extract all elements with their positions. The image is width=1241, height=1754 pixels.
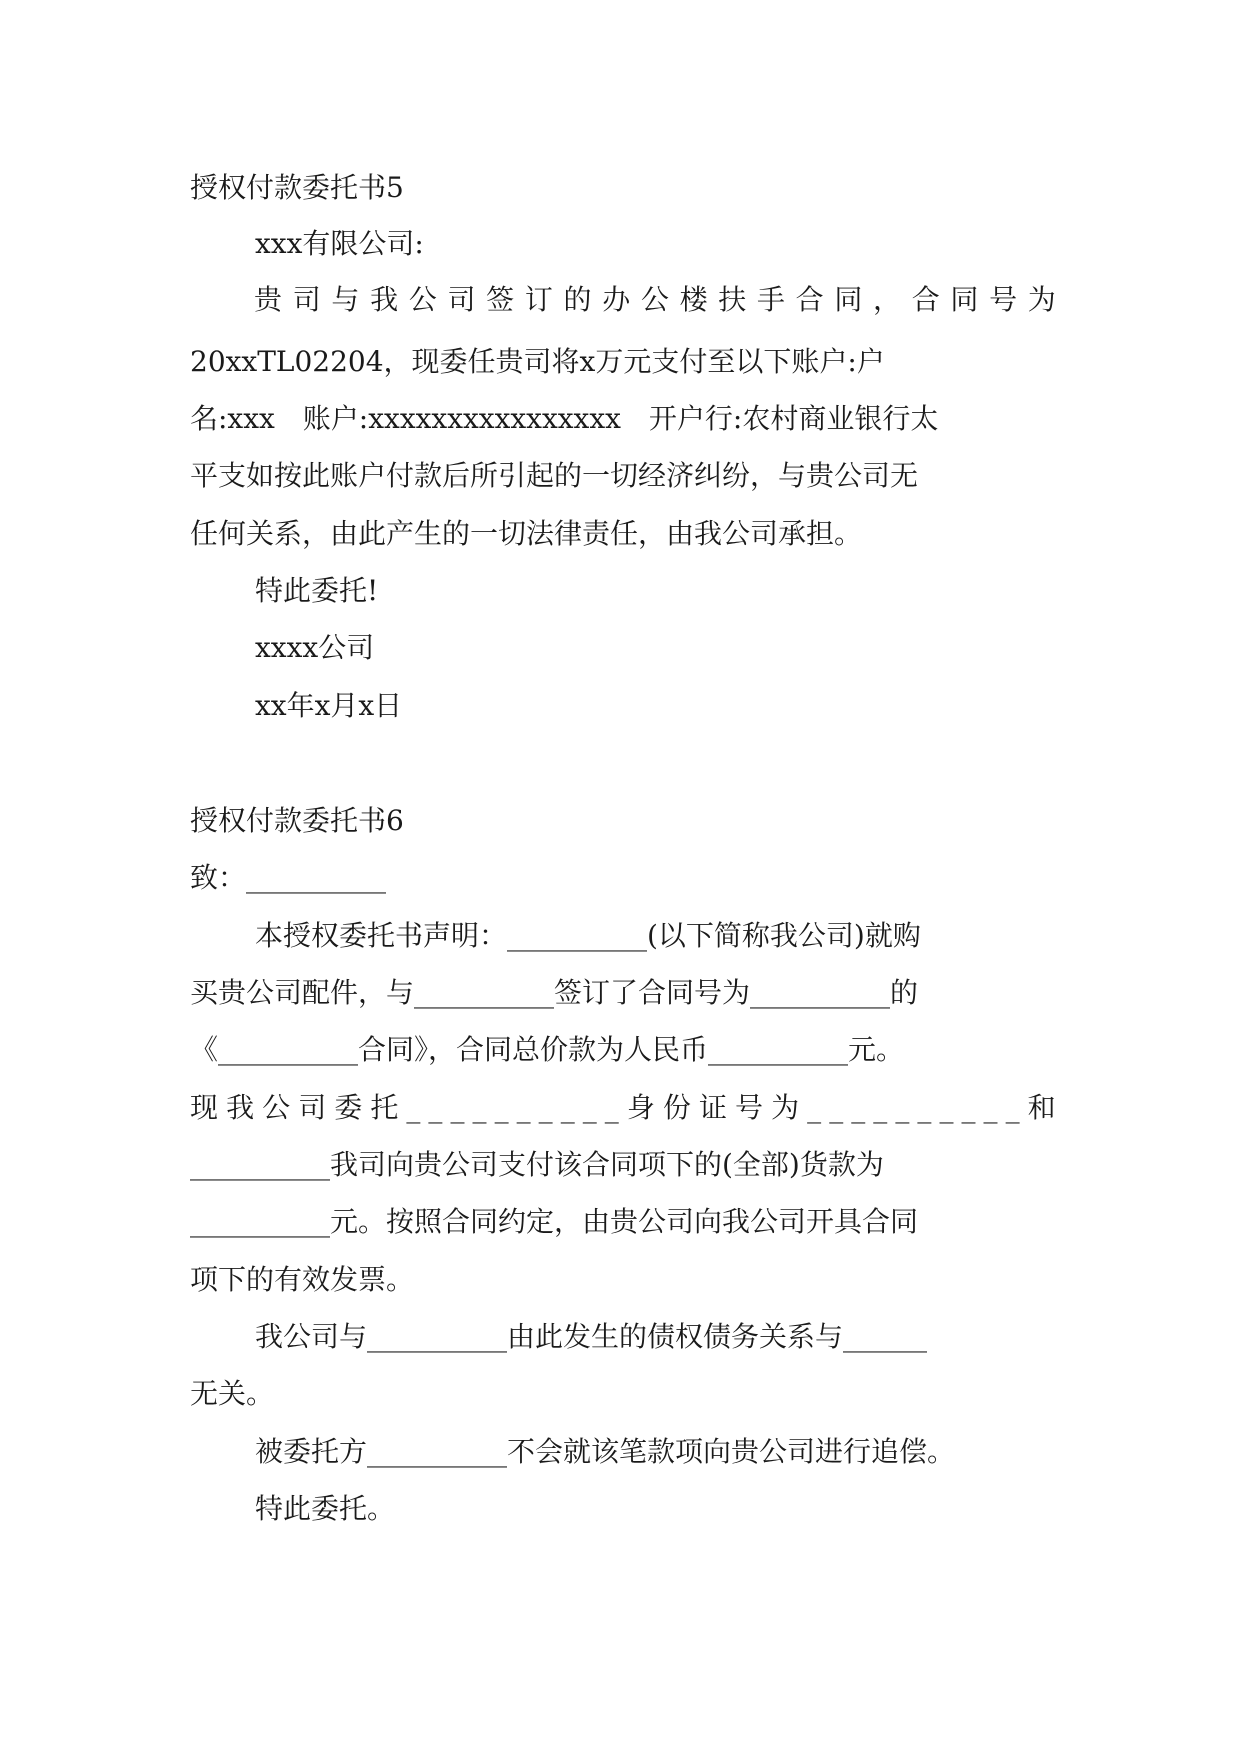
s5-body-line: 名:xxx 账户:xxxxxxxxxxxxxxxx 开户行:农村商业银行太 — [190, 402, 939, 435]
s6-p3: 被委托方__________不会就该笔款项向贵公司进行追偿。 — [255, 1435, 956, 1468]
s5-date: xx年x月x日 — [255, 689, 403, 722]
section-6-title: 授权付款委托书6 — [190, 804, 404, 837]
s5-greeting: xxx有限公司: — [255, 227, 424, 260]
section-5-title: 授权付款委托书5 — [190, 171, 404, 204]
s5-body-line: 贵 司 与 我 公 司 签 订 的 办 公 楼 扶 手 合 同 ， 合 同 号 为 — [254, 283, 1056, 316]
s6-p1-line: 现 我 公 司 委 托 _ _ _ _ _ _ _ _ _ _ 身 份 证 号 为 _ _ _ _ _ _ _ _ _ _ 和 — [190, 1091, 1056, 1124]
s6-closing: 特此委托。 — [255, 1492, 396, 1525]
s5-body-line: 平支如按此账户付款后所引起的一切经济纠纷，与贵公司无 — [190, 459, 919, 492]
s5-body-line: 20xxTL02204，现委任贵司将x万元支付至以下账户:户 — [190, 345, 885, 378]
s5-closing: 特此委托! — [255, 574, 379, 607]
s6-p2-line: 无关。 — [190, 1377, 275, 1410]
s6-p2-line: 我公司与__________由此发生的债权债务关系与______ — [255, 1320, 928, 1353]
s6-p1-line: 项下的有效发票。 — [190, 1263, 415, 1296]
s6-p1-line: __________元。按照合同约定，由贵公司向我公司开具合同 — [190, 1205, 919, 1238]
s6-p1-line: 本授权委托书声明：__________(以下简称我公司)就购 — [255, 919, 921, 952]
s6-p1-line: __________我司向贵公司支付该合同项下的(全部)货款为 — [190, 1148, 884, 1181]
s6-to: 致：__________ — [190, 861, 387, 894]
s5-body-line: 任何关系，由此产生的一切法律责任，由我公司承担。 — [190, 517, 863, 550]
s5-company: xxxx公司 — [255, 631, 375, 664]
s6-p1-line: 《__________合同》，合同总价款为人民币__________元。 — [190, 1033, 905, 1066]
s6-p1-line: 买贵公司配件，与__________签订了合同号为__________的 — [190, 976, 919, 1009]
